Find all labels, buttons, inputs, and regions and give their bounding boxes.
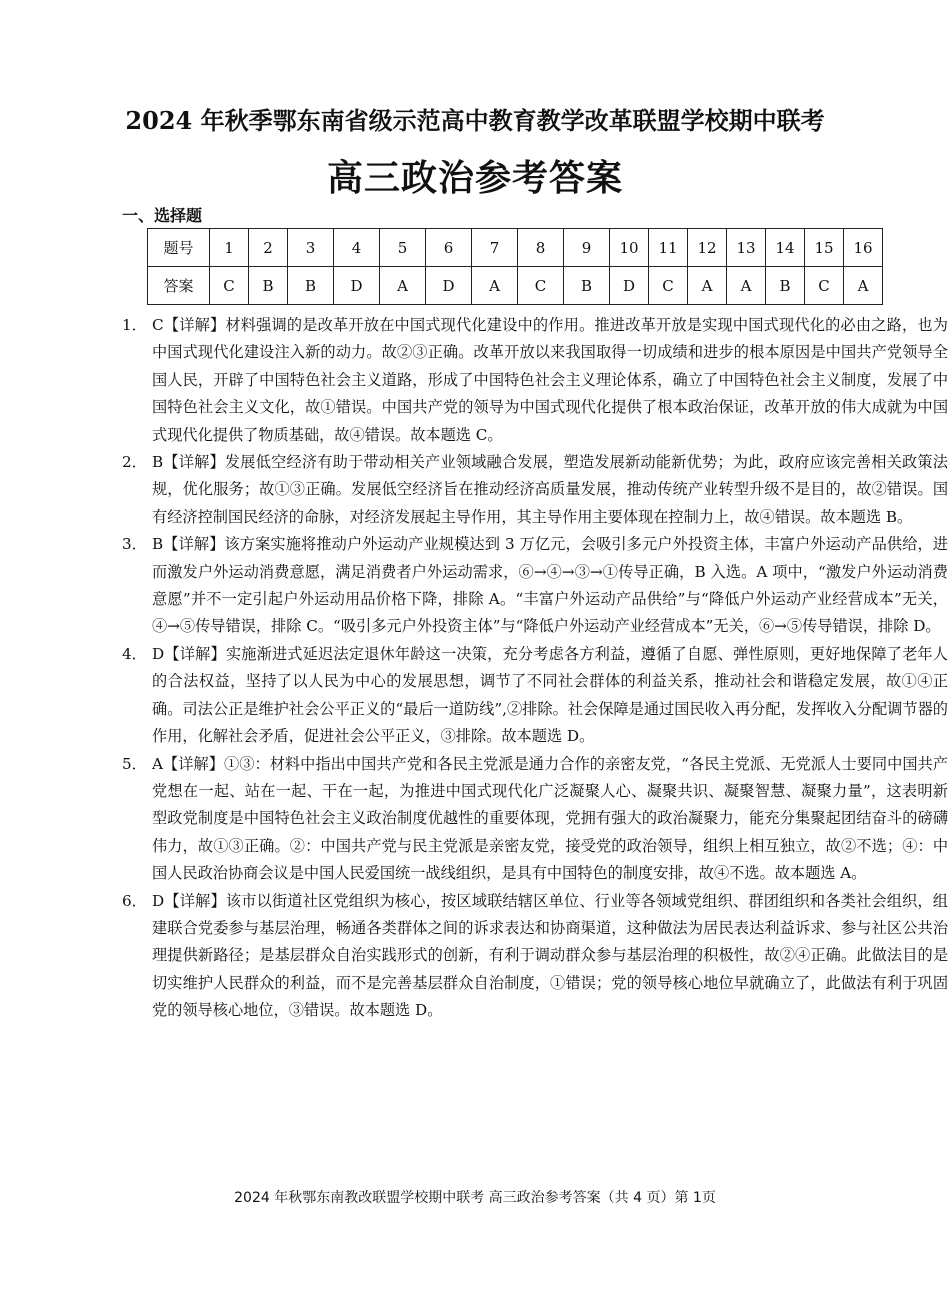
answer-cell: B	[249, 267, 288, 305]
question-number: 14	[766, 229, 805, 267]
question-number: 15	[805, 229, 844, 267]
question-number: 3	[288, 229, 334, 267]
question-number: 13	[727, 229, 766, 267]
item-number: 6．	[122, 891, 147, 910]
answer-cell: C	[805, 267, 844, 305]
answer-cell: C	[518, 267, 564, 305]
row-label-question: 题号	[148, 229, 210, 267]
item-number: 5．	[122, 754, 147, 773]
answer-row	[148, 267, 883, 305]
question-number: 4	[334, 229, 380, 267]
item-text: D【详解】该市以街道社区党组织为核心，按区域联结辖区单位、行业等各领域党组织、群团组织和各类社会组织，组建联合党委参与基层治理，畅通各类群体之间的诉求表达和协商渠道，这种做法为居民表达利益诉求、参与社区公共治理提供新路径；是基层群众自治实践形式的创新，有利于调动群众参与基层治理的积极性，故②④正确。此做法目的是切实维护人民群众的利益，而不是完善基层群众自治制度，①错误；党的领导核心地位早就确立了，此做法有利于巩固党的领导核心地位，③错误。故本题选 D。	[152, 891, 948, 1020]
question-number: 2	[249, 229, 288, 267]
question-number: 10	[610, 229, 649, 267]
page-title: 高三政治参考答案	[326, 158, 623, 199]
item-number: 2．	[122, 453, 147, 472]
answer-cell: A	[472, 267, 518, 305]
item-text: B【详解】该方案实施将推动户外运动产业规模达到 3 万亿元，会吸引多元户外投资主体，丰富户外运动产品供给，进而激发户外运动消费意愿，满足消费者户外运动需求，⑥→④→③→①传导正确，B 入选。A 项中，“激发户外运动消费意愿”并不一定引起户外运动用品价格下降，排除 A。“丰富户外运动产品供给”与“降低户外运动产业经营成本”无关，④→⑤传导错误，排除 C。“吸引多元户外投资主体”与“降低户外运动产业经营成本”无关，⑥→⑤传导错误，排除 D。	[152, 535, 948, 636]
answer-cell: C	[649, 267, 688, 305]
item-text: C【详解】材料强调的是改革开放在中国式现代化建设中的作用。推进改革开放是实现中国式现代化的必由之路，也为中国式现代化建设注入新的动力。故②③正确。改革开放以来我国取得一切成绩和进步的根本原因是中国共产党领导全国人民，开辟了中国特色社会主义道路，形成了中国特色社会主义理论体系，确立了中国特色社会主义制度，发展了中国特色社会主义文化，故①错误。中国共产党的领导为中国式现代化提供了根本政治保证，改革开放的伟大成就为中国式现代化提供了物质基础，故④错误。故本题选 C。	[152, 316, 948, 444]
answer-cell: A	[727, 267, 766, 305]
explanation-item	[122, 531, 948, 641]
explanations-list	[122, 312, 948, 1025]
explanation-item	[122, 449, 948, 531]
explanation-item	[122, 641, 948, 751]
question-number-row	[148, 229, 883, 267]
question-number: 6	[426, 229, 472, 267]
explanation-item	[122, 751, 948, 888]
exam-title: 2024 年秋季鄂东南省级示范高中教育教学改革联盟学校期中联考	[125, 106, 825, 135]
explanation-item	[122, 312, 948, 449]
answer-cell: B	[288, 267, 334, 305]
answer-cell: D	[334, 267, 380, 305]
item-number: 3．	[122, 535, 147, 554]
question-number: 12	[688, 229, 727, 267]
item-number: 1．	[122, 316, 147, 334]
row-label-answer: 答案	[148, 267, 210, 305]
question-number: 1	[210, 229, 249, 267]
question-number: 7	[472, 229, 518, 267]
answer-cell: A	[688, 267, 727, 305]
answer-cell: D	[426, 267, 472, 305]
question-number: 8	[518, 229, 564, 267]
explanation-item	[122, 888, 948, 1025]
section-heading: 一、选择题	[122, 206, 203, 225]
item-text: D【详解】实施渐进式延迟法定退休年龄这一决策，充分考虑各方利益，遵循了自愿、弹性原则，更好地保障了老年人的合法权益，坚持了以人民为中心的发展思想，调节了不同社会群体的利益关系，推动社会和谐稳定发展，故①④正确。司法公正是维护社会公平正义的“最后一道防线”,②排除。社会保障是通过国民收入再分配，发挥收入分配调节器的作用，化解社会矛盾，促进社会公平正义，③排除。故本题选 D。	[152, 644, 948, 746]
answer-cell: D	[610, 267, 649, 305]
answer-cell: B	[766, 267, 805, 305]
question-number: 9	[564, 229, 610, 267]
answer-cell: C	[210, 267, 249, 305]
question-number: 16	[844, 229, 883, 267]
item-text: A【详解】①③：材料中指出中国共产党和各民主党派是通力合作的亲密友党，“各民主党派、无党派人士要同中国共产党想在一起、站在一起、干在一起，为推进中国式现代化广泛凝聚人心、凝聚共识、凝聚智慧、凝聚力量”，这表明新型政党制度是中国特色社会主义政治制度优越性的重要体现，党拥有强大的政治凝聚力，能充分集聚起团结奋斗的磅礴伟力，故①③正确。②：中国共产党与民主党派是亲密友党，接受党的政治领导，组织上相互独立，故②不选；④：中国人民政治协商会议是中国人民爱国统一战线组织，是具有中国特色的制度安排，故④不选。故本题选 A。	[152, 754, 948, 883]
item-number: 4．	[122, 644, 147, 663]
page-footer: 2024 年秋鄂东南教改联盟学校期中联考 高三政治参考答案（共 4 页）第 1页	[234, 1190, 716, 1206]
answer-cell: B	[564, 267, 610, 305]
answer-table	[147, 228, 883, 305]
answer-cell: A	[380, 267, 426, 305]
item-text: B【详解】发展低空经济有助于带动相关产业领域融合发展，塑造发展新动能新优势；为此，政府应该完善相关政策法规，优化服务；故①③正确。发展低空经济旨在推动经济高质量发展，推动传统产业转型升级不是目的，故②错误。国有经济控制国民经济的命脉，对经济发展起主导作用，其主导作用主要体现在控制力上，故④错误。故本题选 B。	[152, 453, 948, 526]
question-number: 11	[649, 229, 688, 267]
answer-cell: A	[844, 267, 883, 305]
question-number: 5	[380, 229, 426, 267]
